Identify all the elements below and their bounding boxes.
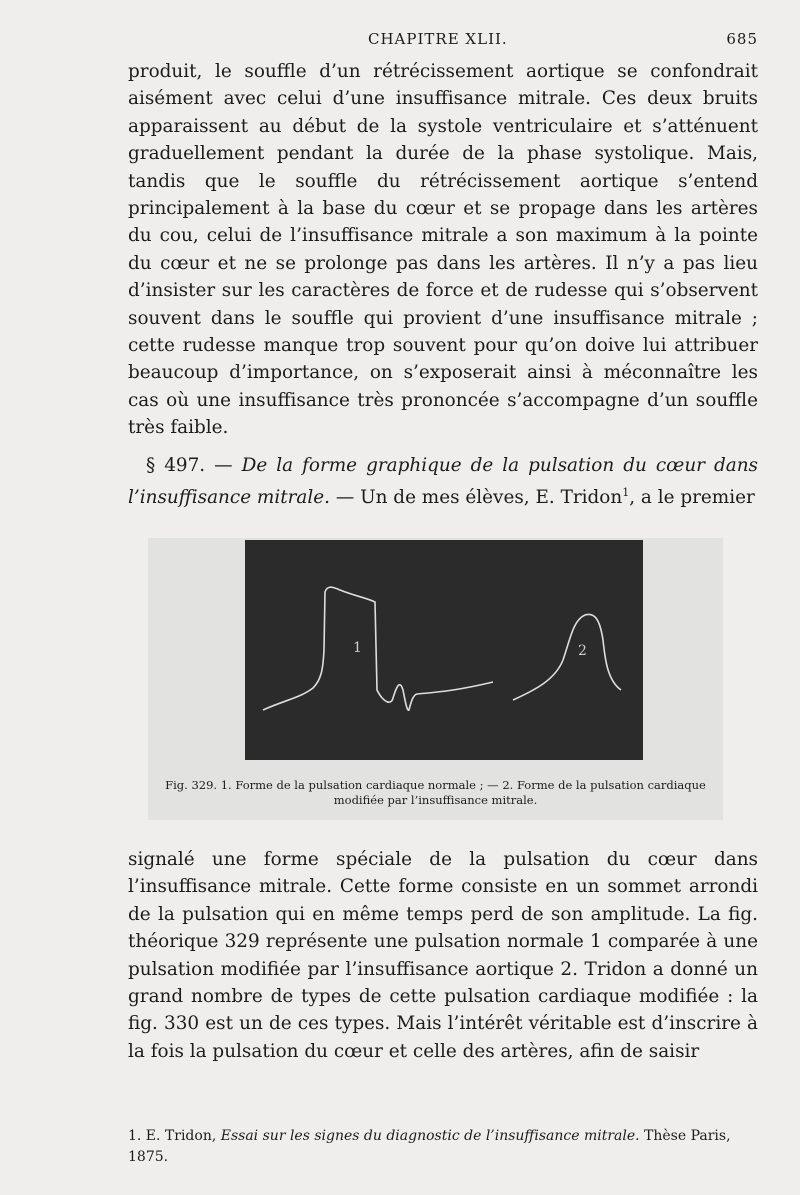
pulse-tracing-svg [245,540,643,760]
figure-caption [148,778,723,808]
footnote-title: Essai sur les signes du diagnostic de l’insuffisance mitrale. [220,1128,640,1144]
figure-329 [148,538,723,820]
section-heading-text [128,452,758,512]
page-number: 685 [726,30,758,48]
figure-caption-line-1: Fig. 329. 1. Forme de la pulsation cardiaque normale ; — 2. Forme de la pulsation cardiaque [165,778,706,792]
trace-label-1: 1 [353,640,362,656]
running-head [128,30,758,54]
trace-label-2: 2 [578,643,587,659]
normal-pulse-trace [263,587,493,710]
paragraph-1-text: produit, le souffle d’un rétrécissement aortique se confondrait aisément avec celui d’une insuffisance mitrale. Ces deux bruits apparaissent au début de la systole ventriculaire et s’atténuent graduellement pendant la durée de la phase systolique. Mais, tandis que le souffle du rétrécissement aortique s’entend principalement à la base du cœur et se propage dans les artères du cou, celui de l’insuffisance mitrale a son maximum à la pointe du cœur et ne se prolonge pas dans les artères. Il n’y a pas lieu d’insister sur les caractères de force et de rudesse qui s’observent souvent dans le souffle qui provient d’une insuffisance mitrale ; cette rudesse manque trop souvent pour qu’on doive lui attribuer beaucoup d’importance, on s’exposerait ainsi à méconnaître les cas où une insuffisance très prononcée s’accompagne d’un souffle très faible. [128,61,758,439]
section-lead-text: — Un de mes élèves, E. Tridon [335,487,623,509]
figure-caption-line-2: modifiée par l’insuffisance mitrale. [333,793,538,807]
footnote-number: 1. E. Tridon, [128,1128,217,1144]
pulse-tracing-panel [245,540,643,760]
section-lead-text-after: , a le premier [629,487,755,509]
section-number: § 497. — [146,455,233,476]
paragraph-2 [128,846,758,1065]
chapter-title: CHAPITRE XLII. [368,30,508,48]
footnote [128,1126,758,1168]
mitral-pulse-trace [513,614,621,700]
paragraph-1 [128,58,758,442]
section-title: De la forme graphique de la pulsation du cœur dans l’insuffisance mitrale. [128,455,758,509]
footnote-rest: Thèse Paris, 1875. [128,1128,731,1165]
section-497 [128,452,758,512]
paragraph-2-text: signalé une forme spéciale de la pulsation du cœur dans l’insuffisance mitrale. Cette forme consiste en un sommet arrondi de la pulsation qui en même temps perd de son amplitude. La fig. théorique 329 représente une pulsation normale 1 comparée à une pulsation modifiée par l’insuffisance aortique 2. Tridon a donné un grand nombre de types de cette pulsation cardiaque modifiée : la fig. 330 est un de ces types. Mais l’intérêt véritable est d’inscrire à la fois la pulsation du cœur et celle des artères, afin de saisir [128,849,758,1062]
footnote-reference: 1 [622,486,630,500]
